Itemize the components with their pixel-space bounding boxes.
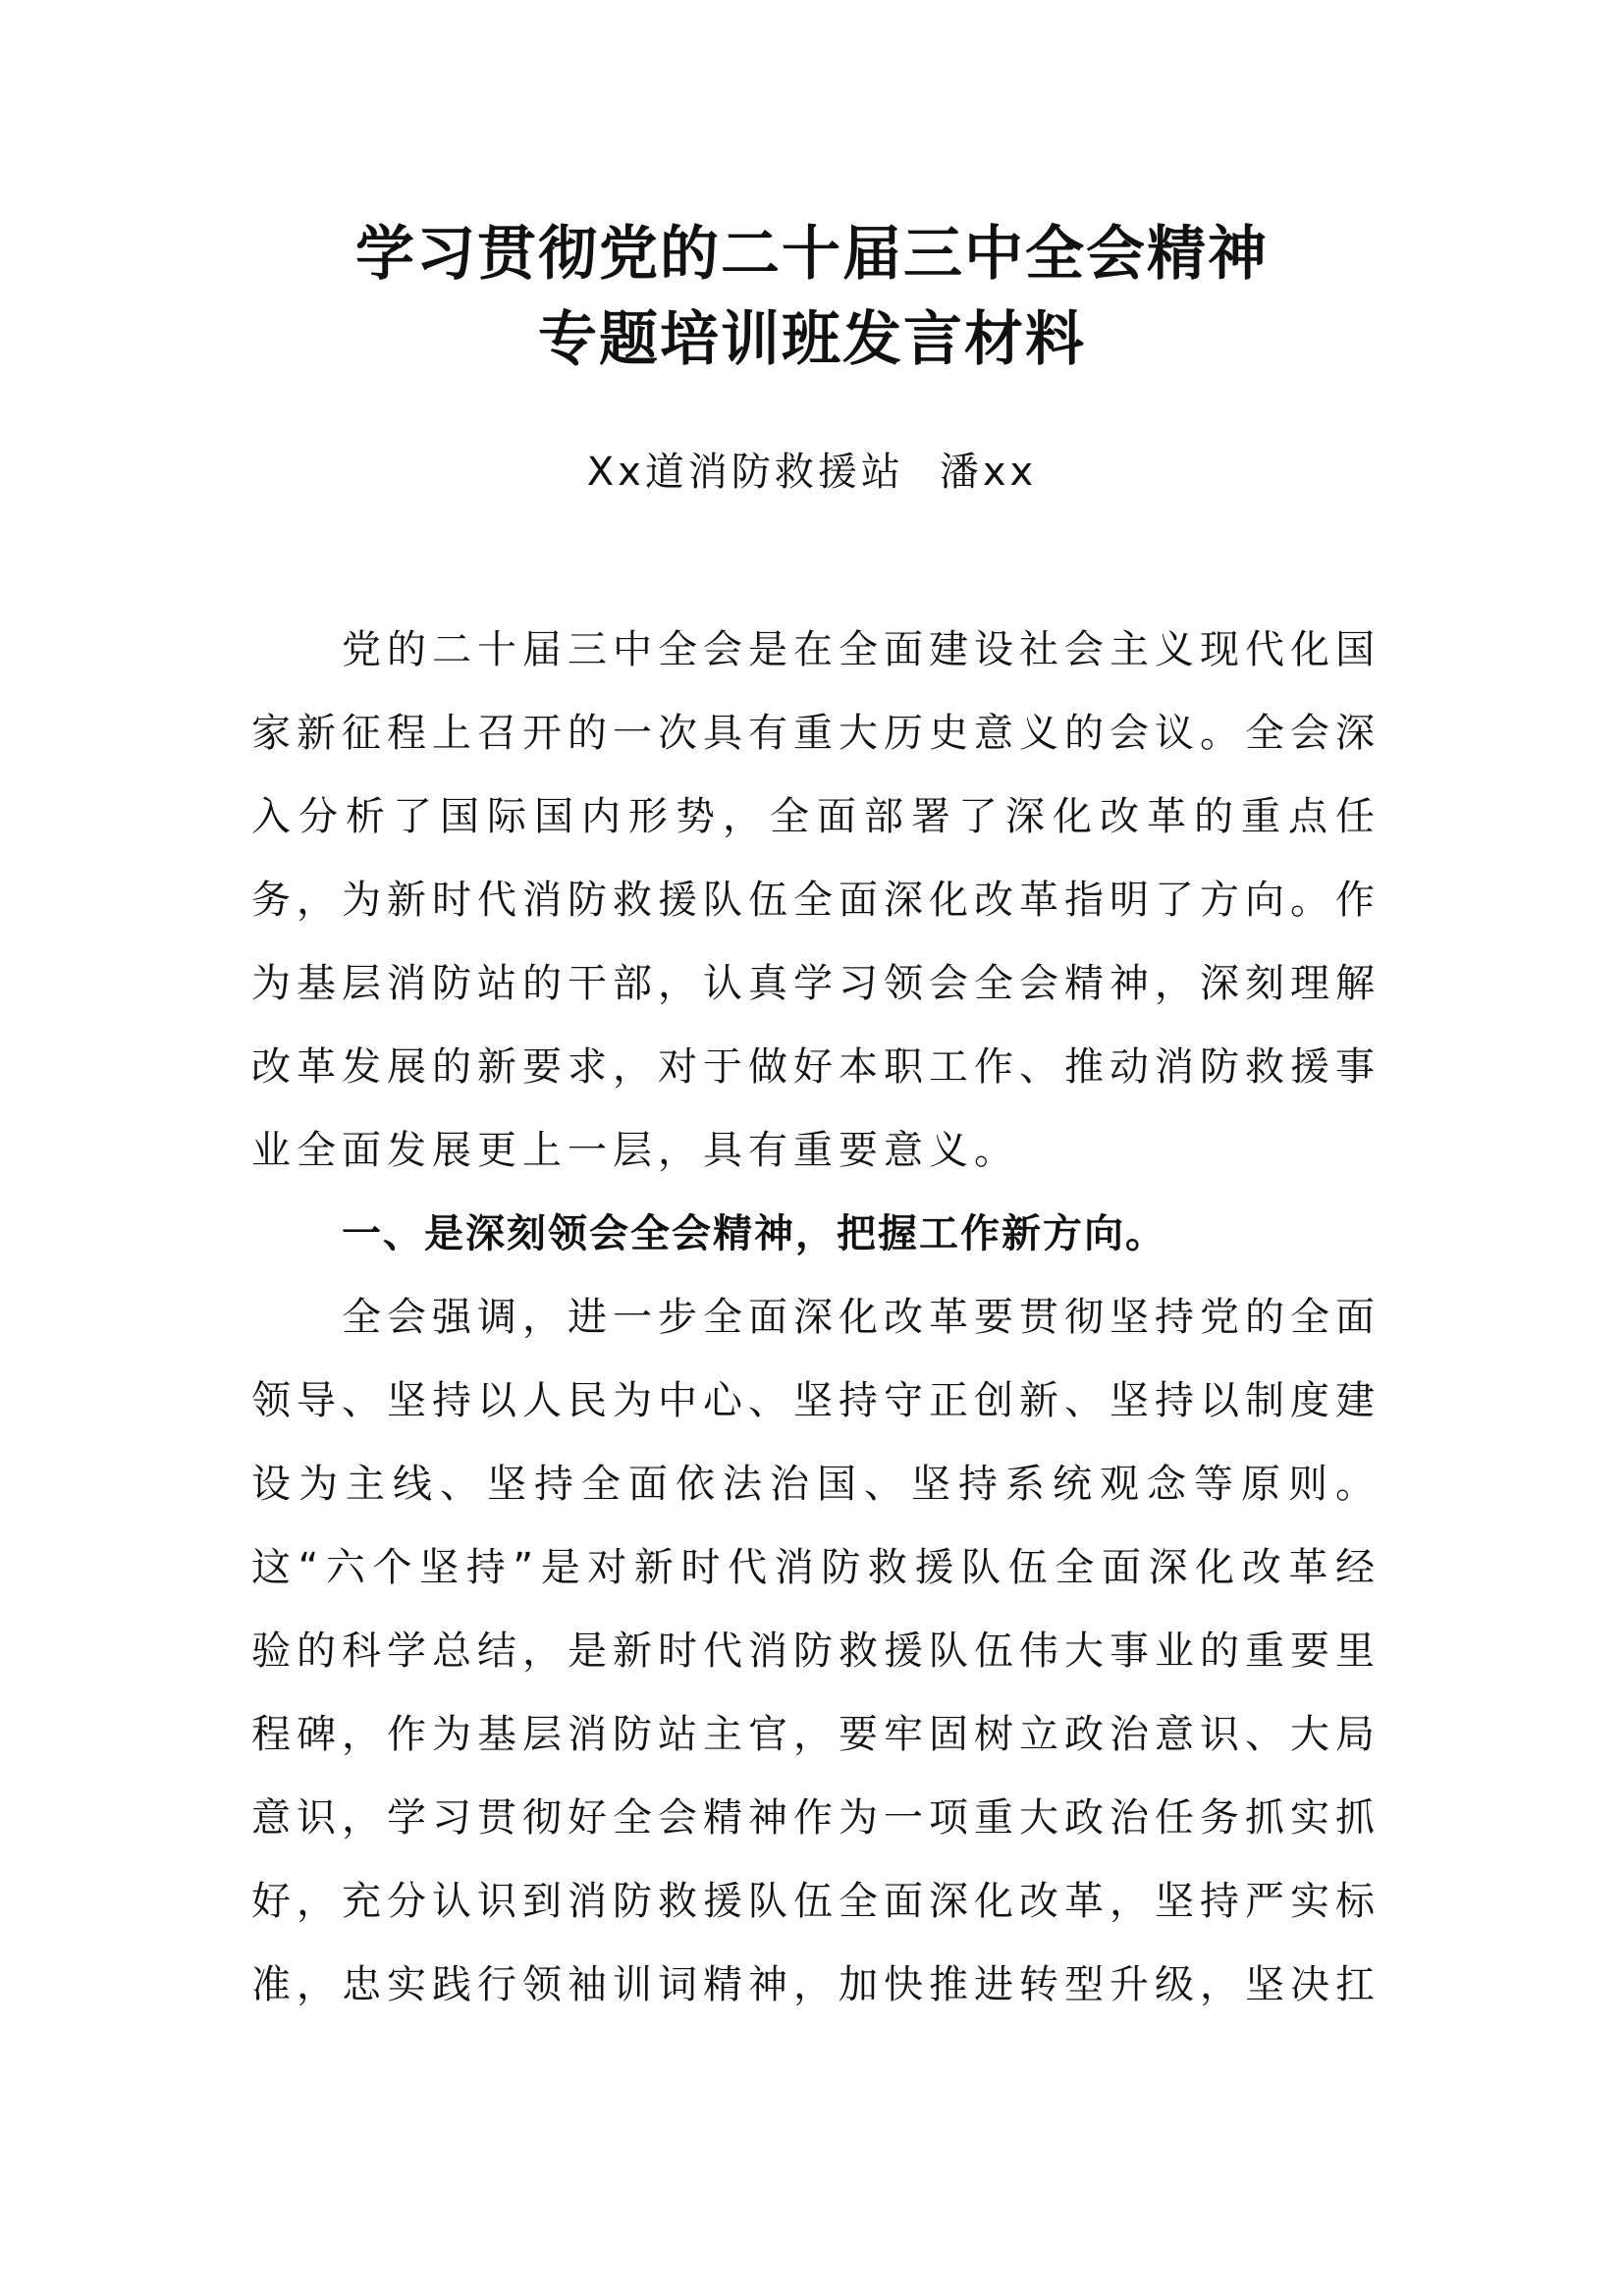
- document-title-line-1: 学习贯彻党的二十届三中全会精神: [355, 220, 1269, 289]
- author-line: [0, 443, 1624, 502]
- document-body: [251, 609, 1380, 2027]
- body-paragraph: 全会强调，进一步全面深化改革要贯彻坚持党的全面领导、坚持以人民为中心、坚持守正创新、坚持以制度建设为主线、坚持全面依法治国、坚持系统观念等原则。这“六个坚持”是对新时代消防救援队伍全面深化改革经验的科学总结，是新时代消防救援队伍伟大事业的重要里程碑，作为基层消防站主官，要牢固树立政治意识、大局意识，学习贯彻好全会精神作为一项重大政治任务抓实抓好，充分认识到消防救援队伍全面深化改革，坚持严实标准，忠实践行领袖训词精神，加快推进转型升级，坚决扛: [251, 1295, 1380, 2007]
- document-title-line-2: 专题培训班发言材料: [538, 305, 1086, 374]
- author-name: 潘xx: [939, 450, 1038, 495]
- author-unit: Xx道消防救援站: [586, 450, 904, 495]
- body-paragraph: 党的二十届三中全会是在全面建设社会主义现代化国家新征程上召开的一次具有重大历史意义的会议。全会深入分析了国际国内形势，全面部署了深化改革的重点任务，为新时代消防救援队伍全面深化改革指明了方向。作为基层消防站的干部，认真学习领会全会精神，深刻理解改革发展的新要求，对于做好本职工作、推动消防救援事业全面发展更上一层，具有重要意义。: [251, 627, 1380, 1173]
- section-heading: 一、是深刻领会全会精神，把握工作新方向。: [342, 1211, 1166, 1256]
